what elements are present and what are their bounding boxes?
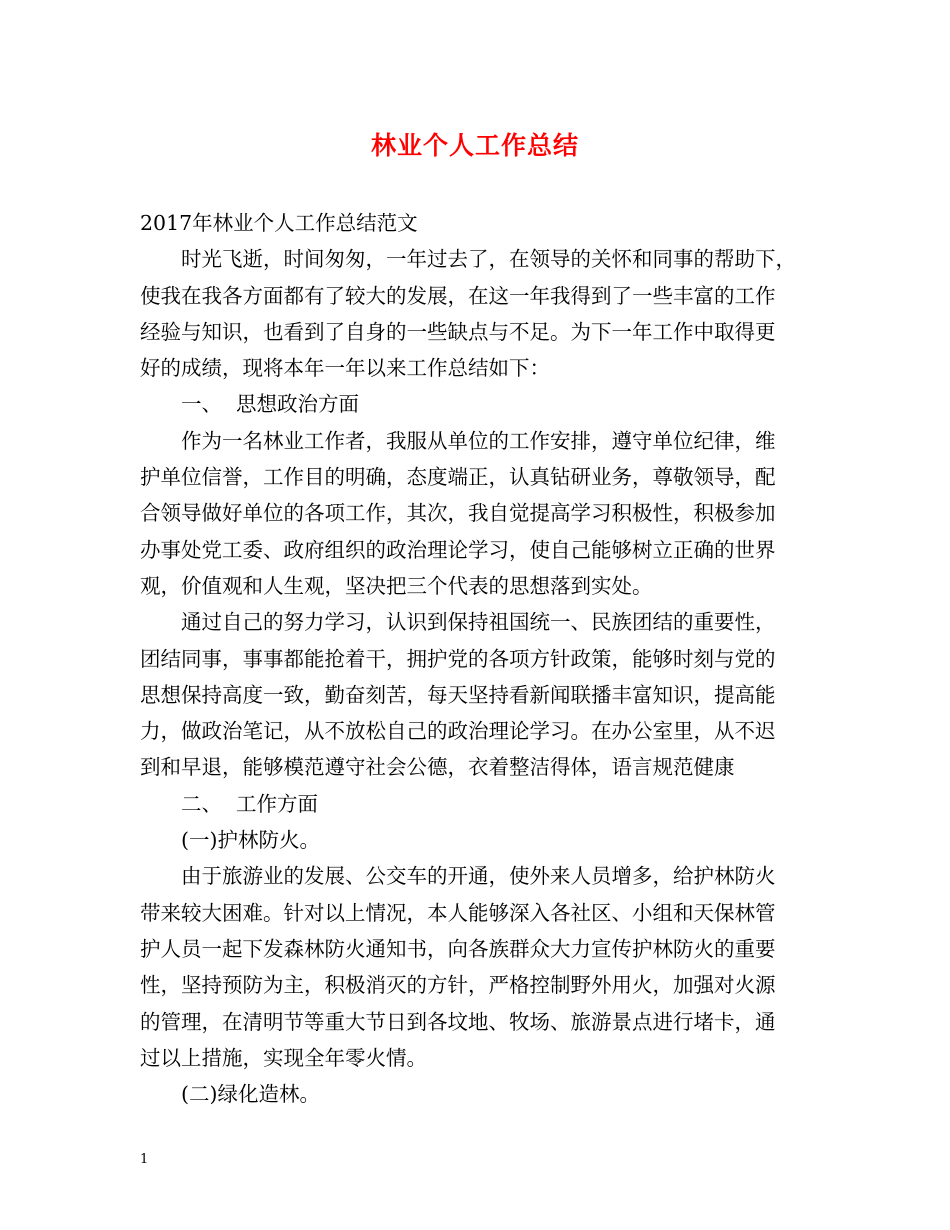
paragraph-line: 力，做政治笔记，从不放松自己的政治理论学习。在办公室里，从不迟 (140, 719, 776, 744)
paragraph-line: 过以上措施，实现全年零火情。 (140, 1045, 427, 1070)
paragraph-line: 经验与知识，也看到了自身的一些缺点与不足。为下一年工作中取得更 (140, 319, 776, 344)
paragraph-line: 由于旅游业的发展、公交车的开通，使外来人员增多，给护林防火 (181, 864, 776, 889)
section-heading-number: 二、 (181, 791, 222, 816)
document-body (140, 205, 820, 1112)
paragraph-line: 办事处党工委、政府组织的政治理论学习，使自己能够树立正确的世界 (140, 537, 776, 562)
paragraph-line: 好的成绩，现将本年一年以来工作总结如下： (140, 356, 550, 381)
section-heading-political (140, 386, 820, 422)
paragraph-fire-prevention (140, 858, 820, 1076)
section-heading-text: 工作方面 (236, 791, 318, 816)
section-heading-text: 思想政治方面 (236, 392, 359, 417)
section-heading-work (140, 786, 820, 822)
paragraph-line: 通过自己的努力学习，认识到保持祖国统一、民族团结的重要性， (181, 610, 776, 635)
paragraph-line: 使我在我各方面都有了较大的发展，在这一年我得到了一些丰富的工作 (140, 283, 776, 308)
paragraph-line: 到和早退，能够模范遵守社会公德，衣着整洁得体，语言规范健康 (140, 755, 735, 780)
paragraph-line: 作为一名林业工作者，我服从单位的工作安排，遵守单位纪律，维 (181, 428, 776, 453)
paragraph-line: 带来较大困难。针对以上情况，本人能够深入各社区、小组和天保林管 (140, 900, 776, 925)
paragraph-line: 时光飞逝，时间匆匆，一年过去了，在领导的关怀和同事的帮助下， (181, 247, 796, 272)
document-title: 林业个人工作总结 (370, 131, 579, 160)
paragraph-line: 观，价值观和人生观，坚决把三个代表的思想落到实处。 (140, 573, 653, 598)
paragraph-line: 合领导做好单位的各项工作，其次，我自觉提高学习积极性，积极参加 (140, 501, 776, 526)
paragraph-intro (140, 241, 820, 386)
paragraph-line: 护人员一起下发森林防火通知书，向各族群众大力宣传护林防火的重要 (140, 936, 776, 961)
document-subtitle: 2017年林业个人工作总结范文 (140, 211, 418, 235)
paragraph-line: 团结同事，事事都能抢着干，拥护党的各项方针政策，能够时刻与党的 (140, 646, 776, 671)
paragraph-line: 护单位信誉，工作目的明确，态度端正，认真钻研业务，尊敬领导，配 (140, 465, 776, 490)
paragraph-line: 思想保持高度一致，勤奋刻苦，每天坚持看新闻联播丰富知识，提高能 (140, 682, 776, 707)
page-number: 1 (140, 1152, 149, 1167)
subheading-afforestation: (二)绿化造林。 (181, 1082, 320, 1107)
paragraph-political-2 (140, 604, 820, 785)
section-heading-number: 一、 (181, 392, 222, 417)
paragraph-line: 的管理，在清明节等重大节日到各坟地、牧场、旅游景点进行堵卡，通 (140, 1009, 776, 1034)
subheading-fire-prevention: (一)护林防火。 (181, 828, 320, 853)
paragraph-line: 性，坚持预防为主，积极消灭的方针，严格控制野外用火，加强对火源 (140, 973, 776, 998)
paragraph-political-1 (140, 423, 820, 604)
